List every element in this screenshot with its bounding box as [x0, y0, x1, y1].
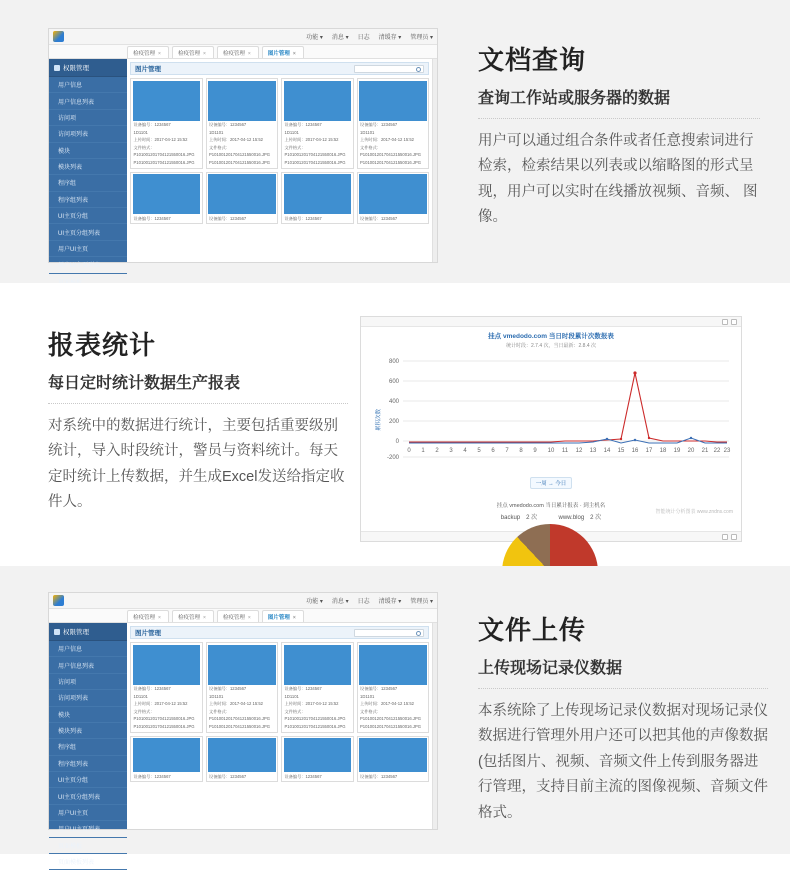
vertical-scrollbar[interactable] — [432, 623, 437, 829]
item-uploaded: 上传时间：2017-04-12 15:52 — [133, 701, 188, 707]
item-uploaded: 上传时间：2017-04-12 15:52 — [209, 701, 264, 707]
tab-3[interactable] — [262, 610, 304, 622]
main-panel — [127, 623, 432, 829]
thumbnail-image — [133, 174, 201, 214]
chart-watermark: 智能统计分析图表 www.zndns.com — [655, 509, 733, 515]
svg-text:0: 0 — [407, 448, 411, 454]
item-id: 设备编号：1234567 — [133, 215, 171, 221]
list-item[interactable] — [281, 736, 354, 783]
list-item[interactable] — [130, 172, 203, 225]
item-format: 文件格式： — [360, 144, 381, 150]
menu-item-4[interactable]: 管理员 ▾ — [410, 35, 433, 41]
close-icon[interactable]: × — [202, 51, 206, 57]
app-body — [49, 623, 437, 867]
thumbnail-image — [208, 174, 276, 214]
chart-subtitle: 统计时段：2.7.4 次，当日最新：2.8.4 次 — [505, 343, 597, 349]
thumbnail-image — [359, 738, 427, 772]
sidebar-item-2[interactable]: 访问项 — [49, 110, 127, 126]
svg-text:800: 800 — [388, 359, 399, 365]
tab-label: 检疫管理 — [222, 51, 245, 57]
item-uploaded: 上传时间：2017-04-12 15:52 — [133, 137, 188, 143]
svg-text:8: 8 — [519, 448, 523, 454]
item-uploaded: 上传时间：2017-04-12 15:52 — [360, 701, 415, 707]
item-id: 设备编号：1234567 — [133, 773, 171, 779]
item-uploaded: 上传时间：2017-04-12 15:52 — [284, 137, 339, 143]
tab-label: 检疫管理 — [133, 615, 156, 621]
svg-text:21: 21 — [701, 448, 709, 454]
list-item[interactable] — [130, 78, 203, 169]
item-file2: P101001201704121550016.JPG — [209, 159, 271, 165]
svg-text:5: 5 — [477, 448, 481, 454]
svg-text:11: 11 — [561, 448, 569, 454]
shield-icon — [54, 65, 60, 71]
sidebar-item-10[interactable]: 用户UI主页 — [49, 805, 127, 821]
list-item[interactable] — [281, 78, 354, 169]
sidebar-item-0[interactable]: 用户信息 — [49, 77, 127, 93]
sidebar-header-label: 权限管理 — [63, 65, 89, 72]
close-icon[interactable]: × — [247, 615, 251, 621]
svg-text:15: 15 — [617, 448, 625, 454]
tab-label: 图片管理 — [267, 615, 290, 621]
thumbnail-grid — [130, 642, 429, 782]
tab-label: 图片管理 — [267, 51, 290, 57]
item-file: P101001201704121550016.JPG — [209, 716, 271, 722]
sidebar-item-4[interactable]: 模块 — [49, 707, 127, 723]
item-id: 设备编号：1234567 — [360, 122, 398, 127]
sidebar-header-label: 权限管理 — [63, 629, 89, 636]
download-icon[interactable] — [731, 534, 737, 540]
item-id: 设备编号：1234567 — [284, 773, 322, 779]
item-code: 1D1101 — [133, 693, 148, 699]
svg-text:-200: -200 — [386, 455, 399, 461]
section-body: 本系统除了上传现场记录仪数据对现场记录仪数据进行管理外用户还可以把其他的声像数据(包括图片、视频、音频文件上传到服务器进行管理，支持目前主流的图像视频、音频文件格式。 — [478, 703, 768, 821]
tab-1[interactable] — [172, 46, 214, 58]
svg-text:13: 13 — [589, 448, 597, 454]
svg-text:20: 20 — [687, 448, 695, 454]
item-file2: P101001201704121550016.JPG — [360, 723, 422, 729]
sidebar — [49, 59, 127, 270]
sidebar-item-7[interactable]: 程序组列表 — [49, 192, 127, 208]
sidebar-item-2[interactable]: 访问项 — [49, 674, 127, 690]
item-id: 设备编号：1234567 — [209, 122, 247, 127]
sidebar-item-10[interactable]: 用户UI主页 — [49, 241, 127, 257]
menu-item-3[interactable]: 清缓存 ▾ — [378, 35, 402, 41]
sidebar-item-5[interactable]: 模块列表 — [49, 159, 127, 175]
svg-text:1: 1 — [421, 448, 425, 454]
app-logo-icon — [53, 31, 64, 42]
svg-text:18: 18 — [659, 448, 667, 454]
sidebar-item-0[interactable]: 用户信息 — [49, 641, 127, 657]
list-item[interactable] — [357, 78, 430, 169]
item-id: 设备编号：1234567 — [209, 773, 247, 779]
tab-1[interactable] — [172, 610, 214, 622]
close-icon[interactable]: × — [158, 615, 161, 621]
item-file2: P101001201704121550016.JPG — [284, 159, 346, 165]
app-body — [49, 59, 437, 270]
sidebar-item-9[interactable]: UI主页分组列表 — [49, 224, 127, 240]
thumbnail-image — [284, 81, 352, 121]
menu-item-4[interactable]: 管理员 ▾ — [410, 599, 433, 605]
item-file2: P101001201704121550016.JPG — [360, 159, 422, 165]
menu-item-1[interactable]: 消息 ▾ — [331, 599, 349, 605]
item-code: 1D1101 — [284, 693, 299, 699]
sidebar-item-6[interactable]: 程序组 — [49, 739, 127, 755]
svg-text:4: 4 — [463, 448, 467, 454]
chart-pie — [502, 524, 602, 566]
list-item[interactable] — [281, 172, 354, 225]
text-block-report — [48, 325, 348, 516]
thumbnail-image — [133, 738, 201, 772]
main-panel — [127, 59, 432, 262]
search-icon — [416, 631, 421, 636]
svg-text:17: 17 — [645, 448, 653, 454]
chart-plot — [361, 353, 743, 473]
svg-text:12: 12 — [575, 448, 583, 454]
footer-item-0: backup 2 次 — [500, 515, 538, 521]
tab-3[interactable] — [262, 46, 304, 58]
sidebar-item-11[interactable]: 用户UI主页列表 — [49, 257, 127, 273]
thumbnail-image — [284, 645, 352, 685]
chart-footer-note: 挂点 vmedodo.com 当日累计报表 · 到主机名 — [496, 503, 606, 509]
svg-text:9: 9 — [533, 448, 537, 454]
item-file2: P101001201704121550016.JPG — [133, 723, 195, 729]
chart-panel — [360, 316, 742, 542]
sidebar-item-9[interactable]: UI主页分组列表 — [49, 788, 127, 804]
thumbnail-image — [133, 81, 201, 121]
item-id: 设备编号：1234567 — [209, 686, 247, 691]
text-block-doc-query — [478, 40, 760, 231]
sidebar-header — [49, 59, 127, 77]
tab-0[interactable] — [127, 610, 169, 622]
section-body: 对系统中的数据进行统计，主要包括重要级别统计，导入时段统计，警员与资料统计。每天定时统计上传数据，并生成Excel发送给指定收件人。 — [48, 418, 345, 511]
thumbnail-image — [208, 645, 276, 685]
tab-2[interactable] — [217, 46, 259, 58]
item-id: 设备编号：1234567 — [360, 686, 398, 691]
menu-item-2[interactable]: 日志 — [357, 599, 370, 605]
item-format: 文件格式： — [360, 708, 381, 714]
item-uploaded: 上传时间：2017-04-12 15:52 — [284, 701, 339, 707]
item-format: 文件格式： — [209, 708, 230, 714]
chart-footer-items — [361, 512, 741, 521]
thumbnail-image — [133, 645, 201, 685]
section-subtitle: 查询工作站或服务器的数据 — [478, 85, 760, 119]
search-input[interactable] — [354, 65, 424, 73]
svg-text:6: 6 — [491, 448, 495, 454]
list-item[interactable] — [357, 642, 430, 733]
item-id: 设备编号：1234567 — [360, 215, 398, 221]
item-code: 1D1101 — [284, 129, 299, 135]
sidebar-item-1[interactable]: 用户信息列表 — [49, 93, 127, 109]
thumbnail-image — [208, 81, 276, 121]
svg-text:3: 3 — [449, 448, 453, 454]
app-titlebar — [49, 29, 437, 45]
svg-text:23: 23 — [723, 448, 731, 454]
sidebar-item-11[interactable]: 用户UI主页列表 — [49, 821, 127, 837]
thumbnail-image — [208, 738, 276, 772]
thumbnail-image — [359, 645, 427, 685]
list-item[interactable] — [357, 736, 430, 783]
sidebar — [49, 623, 127, 867]
item-id: 设备编号：1234567 — [284, 122, 322, 127]
sidebar-item-8[interactable]: UI主页分组 — [49, 208, 127, 224]
sidebar-item-4[interactable]: 模块 — [49, 143, 127, 159]
thumbnail-image — [359, 174, 427, 214]
item-format: 文件格式： — [133, 708, 155, 714]
item-file: P101001201704121550016.JPG — [133, 152, 195, 158]
svg-text:22: 22 — [713, 448, 721, 454]
list-item[interactable] — [357, 172, 430, 225]
item-file: P101001201704121550016.JPG — [360, 716, 422, 722]
legend-entry-0[interactable]: 一周 → 今日 — [530, 477, 573, 489]
item-uploaded: 上传时间：2017-04-12 15:52 — [360, 137, 415, 143]
vertical-scrollbar[interactable] — [432, 59, 437, 262]
item-format: 文件格式： — [284, 708, 306, 714]
item-id: 设备编号：1234567 — [133, 122, 171, 127]
sidebar-item-6[interactable]: 程序组 — [49, 175, 127, 191]
page-title: 文件上传 — [478, 615, 587, 645]
chart-legend[interactable] — [361, 477, 741, 489]
item-file: P101001201704121550016.JPG — [284, 716, 346, 722]
list-item[interactable] — [206, 78, 279, 169]
item-code: 1D1101 — [360, 129, 375, 135]
list-item[interactable] — [130, 642, 203, 733]
item-file2: P101001201704121550016.JPG — [284, 723, 346, 729]
close-icon[interactable]: × — [158, 51, 161, 57]
y-axis-label: 累积次数 — [376, 409, 383, 432]
item-format: 文件格式： — [133, 144, 155, 150]
tab-strip[interactable] — [49, 609, 437, 623]
item-format: 文件格式： — [284, 144, 306, 150]
tab-2[interactable] — [217, 610, 259, 622]
app-titlebar — [49, 593, 437, 609]
sidebar-header — [49, 623, 127, 641]
item-id: 设备编号：1234567 — [284, 215, 322, 221]
text-block-upload — [478, 610, 768, 826]
app-logo-icon — [53, 595, 64, 606]
svg-text:2: 2 — [435, 448, 439, 454]
app-menubar[interactable] — [306, 32, 433, 41]
item-format: 文件格式： — [209, 144, 230, 150]
tab-label: 检疫管理 — [222, 615, 245, 621]
close-icon[interactable]: × — [247, 51, 251, 57]
thumbnail-grid — [130, 78, 429, 224]
page-title: 报表统计 — [48, 330, 157, 360]
panel-title: 图片管理 — [135, 630, 161, 637]
sidebar-item-13[interactable]: 页面模板列表 — [49, 854, 127, 870]
item-code: 1D1101 — [209, 129, 224, 135]
print-icon[interactable] — [722, 534, 728, 540]
thumbnail-image — [284, 174, 352, 214]
list-item[interactable] — [206, 642, 279, 733]
app-window-upload — [48, 592, 438, 867]
section-subtitle: 每日定时统计数据生产报表 — [48, 370, 348, 404]
page-title: 文档查询 — [478, 45, 587, 75]
item-id: 设备编号：1234567 — [284, 686, 322, 691]
svg-text:0: 0 — [395, 439, 399, 445]
footer-item-1: www.blog 2 次 — [558, 515, 602, 521]
item-file2: P101001201704121550016.JPG — [133, 159, 195, 165]
item-code: 1D1101 — [209, 693, 224, 699]
list-item[interactable] — [206, 172, 279, 225]
menu-item-0[interactable]: 功能 ▾ — [306, 35, 323, 41]
tab-label: 检疫管理 — [177, 51, 200, 57]
item-code: 1D1101 — [133, 129, 148, 135]
menu-item-1[interactable]: 消息 ▾ — [331, 35, 349, 41]
thumbnail-image — [284, 738, 352, 772]
item-uploaded: 上传时间：2017-04-12 15:52 — [209, 137, 264, 143]
sidebar-item-5[interactable]: 模块列表 — [49, 723, 127, 739]
app-window-doc-query — [48, 28, 438, 270]
menu-item-0[interactable]: 功能 ▾ — [306, 599, 323, 605]
svg-text:400: 400 — [388, 399, 399, 405]
item-file: P101001201704121550016.JPG — [209, 152, 271, 158]
item-file2: P101001201704121550016.JPG — [209, 723, 271, 729]
item-id: 设备编号：1234567 — [360, 773, 398, 779]
sidebar-item-12[interactable]: 页面模板 — [49, 838, 127, 854]
sidebar-item-7[interactable]: 程序组列表 — [49, 756, 127, 772]
download-icon[interactable] — [731, 319, 737, 325]
list-item[interactable] — [281, 642, 354, 733]
list-item[interactable] — [206, 736, 279, 783]
section-body: 用户可以通过组合条件或者任意搜索词进行检索，检索结果以列表或以缩略图的形式呈现，用户可以实时在线播放视频、音频、 图像。 — [478, 133, 758, 226]
item-id: 设备编号：1234567 — [209, 215, 247, 221]
panel-header — [130, 626, 429, 639]
close-icon[interactable]: × — [292, 51, 296, 57]
tab-label: 检疫管理 — [133, 51, 156, 57]
sidebar-item-8[interactable]: UI主页分组 — [49, 772, 127, 788]
svg-text:10: 10 — [547, 448, 555, 454]
panel-title: 图片管理 — [135, 66, 161, 73]
svg-text:16: 16 — [631, 448, 639, 454]
search-icon — [416, 67, 421, 72]
menu-item-2[interactable]: 日志 — [357, 35, 370, 41]
close-icon[interactable]: × — [202, 615, 206, 621]
list-item[interactable] — [130, 736, 203, 783]
panel-header — [130, 62, 429, 75]
svg-text:200: 200 — [388, 419, 399, 425]
svg-text:7: 7 — [505, 448, 509, 454]
chart-title: 挂点 vmedodo.com 当日时段累计次数报表 — [488, 333, 614, 340]
chart-toolbar[interactable] — [361, 317, 741, 327]
thumbnail-image — [359, 81, 427, 121]
svg-text:19: 19 — [673, 448, 681, 454]
section-subtitle: 上传现场记录仪数据 — [478, 655, 768, 689]
item-file: P101001201704121550016.JPG — [284, 152, 346, 158]
item-id: 设备编号：1234567 — [133, 686, 171, 691]
app-menubar[interactable] — [306, 596, 433, 605]
print-icon[interactable] — [722, 319, 728, 325]
sidebar-item-3[interactable]: 访问项列表 — [49, 126, 127, 142]
item-file: P101001201704121550016.JPG — [133, 716, 195, 722]
item-code: 1D1101 — [360, 693, 375, 699]
search-input[interactable] — [354, 629, 424, 637]
menu-item-3[interactable]: 清缓存 ▾ — [378, 599, 402, 605]
shield-icon — [54, 629, 60, 635]
sidebar-item-3[interactable]: 访问项列表 — [49, 690, 127, 706]
tab-strip[interactable] — [49, 45, 437, 59]
tab-0[interactable] — [127, 46, 169, 58]
svg-text:14: 14 — [603, 448, 611, 454]
sidebar-item-1[interactable]: 用户信息列表 — [49, 657, 127, 673]
svg-text:600: 600 — [388, 379, 399, 385]
close-icon[interactable]: × — [292, 615, 296, 621]
item-file: P101001201704121550016.JPG — [360, 152, 422, 158]
tab-label: 检疫管理 — [177, 615, 200, 621]
